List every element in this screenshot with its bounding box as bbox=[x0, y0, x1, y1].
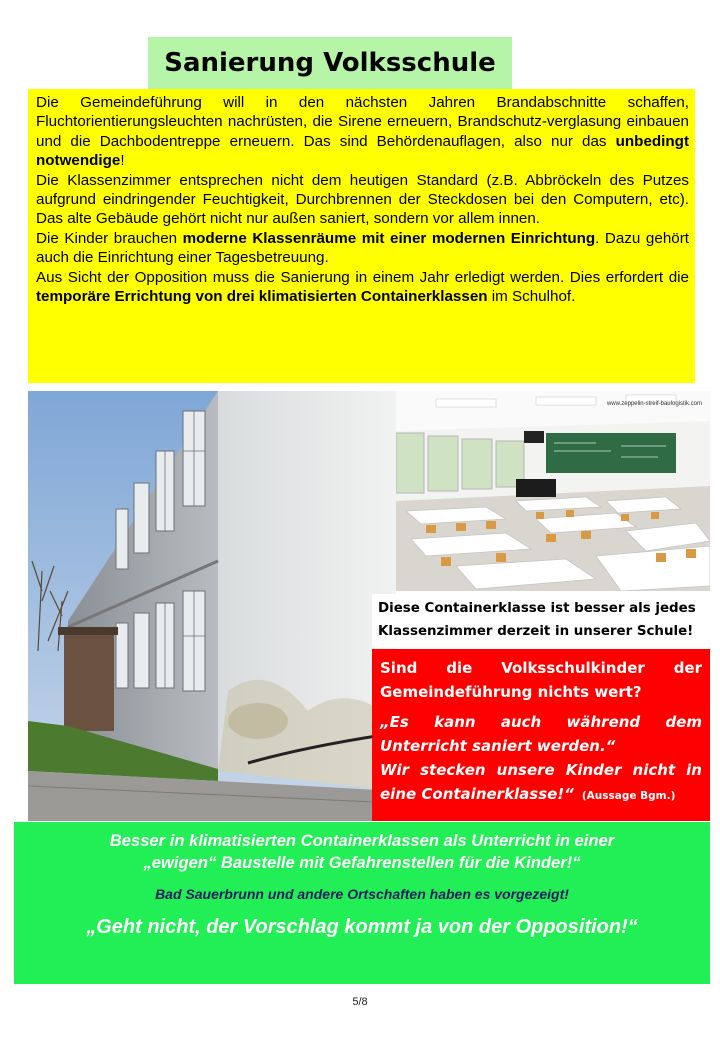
intro-paragraph-1: Die Gemeindeführung will in den nächsten Jahren Brandabschnitte schaffen, Fluchtorientierungsleuchten nachrüsten, die Sirene erneuern, Brandschutz-verglasung einbauen und die Dachbodentreppe erneuern. Das sind Behördenauflagen, also nur das unbedingt notwendige! bbox=[36, 94, 689, 170]
page-title: Sanierung Volksschule bbox=[148, 37, 512, 89]
quote-line-1: „Es kann auch während dem bbox=[380, 713, 702, 731]
quote-line-4: eine Containerklasse!“ (Aussage Bgm.) bbox=[380, 785, 676, 803]
intro-text-box bbox=[28, 89, 695, 383]
intro-paragraph-2: Die Klassenzimmer entsprechen nicht dem heutigen Standard (z.B. Abbröckeln des Putzes aufgrund eindringender Feuchtigkeit, Durchbrennen der Steckdosen bei den Computern, etc). Das alte Gebäude gehört nicht nur außen saniert, sondern vor allem innen. bbox=[36, 171, 689, 228]
intro-paragraph-3: Die Kinder brauchen moderne Klassenräume mit einer modernen Einrichtung. Dazu gehört auch die Einrichtung einer Tagesbetreuung. bbox=[36, 229, 689, 267]
container-caption bbox=[372, 594, 712, 648]
intro-paragraph-4: Aus Sicht der Opposition muss die Sanierung in einem Jahr erledigt werden. Dies erfordert die temporäre Errichtung von drei klimatisierten Containerklassen im Schulhof. bbox=[36, 268, 689, 306]
conclusion-line-3: Bad Sauerbrunn und andere Ortschaften haben es vorgezeigt! bbox=[155, 886, 569, 902]
caption-line-2: Klassenzimmer derzeit in unserer Schule! bbox=[378, 624, 694, 639]
conclusion-line-1: Besser in klimatisierten Containerklassen als Unterricht in einer bbox=[109, 831, 615, 850]
red-quote-box bbox=[372, 649, 710, 821]
conclusion-line-2: „ewigen“ Baustelle mit Gefahrenstellen für die Kinder!“ bbox=[143, 853, 581, 872]
quote-line-3: Wir stecken unsere Kinder nicht in bbox=[380, 761, 702, 779]
caption-line-1: Diese Containerklasse ist besser als jedes bbox=[378, 601, 696, 616]
green-conclusion-box bbox=[14, 822, 710, 984]
photo-watermark: www.zeppelin-streif-baulogistik.com bbox=[606, 401, 702, 407]
school-building-photo bbox=[28, 391, 396, 821]
quote-attribution: (Aussage Bgm.) bbox=[581, 790, 676, 802]
conclusion-line-4: „Geht nicht, der Vorschlag kommt ja von der Opposition!“ bbox=[86, 916, 638, 938]
question-line-2: Gemeindeführung nichts wert? bbox=[380, 683, 642, 701]
question-line-1: Sind die Volksschulkinder der bbox=[380, 659, 702, 677]
quote-line-2: Unterricht saniert werden.“ bbox=[380, 737, 616, 755]
page-number: 5/8 bbox=[352, 996, 368, 1008]
classroom-photo bbox=[396, 391, 710, 591]
